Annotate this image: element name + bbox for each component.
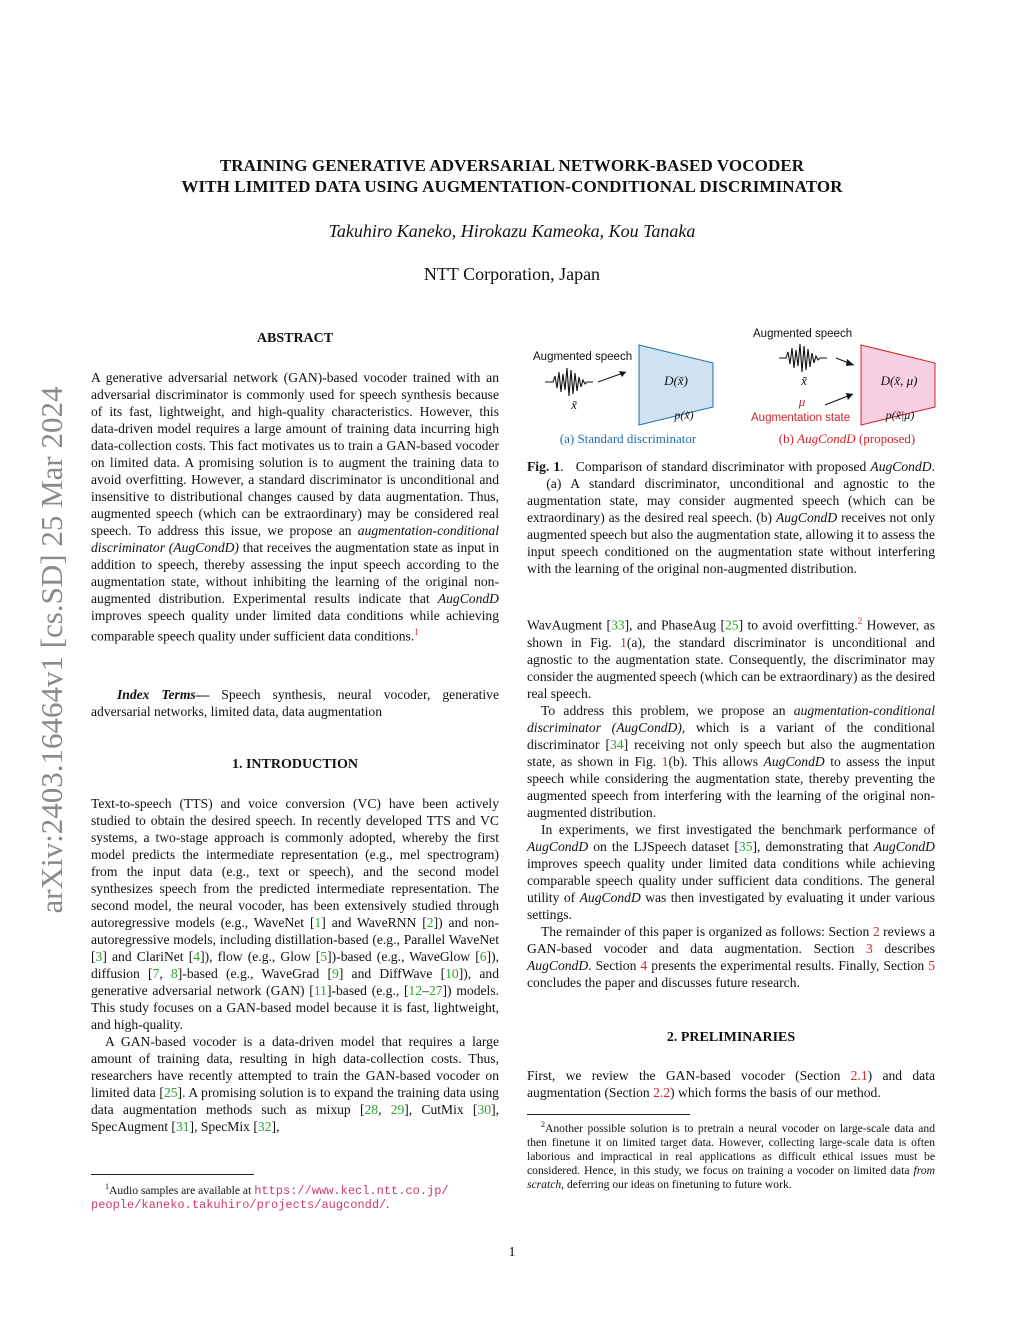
figure-1 [525,320,955,455]
abstract-heading: ABSTRACT [256,331,334,346]
footnote-2-tail: , deferring our ideas on finetuning to future work. [561,1177,792,1191]
fig-b-waveform [779,344,827,372]
introduction-body: Text-to-speech (TTS) and voice conversion (VC) have been actively studied to obtain the desired speech. In recently developed TTS and VC systems, a two-stage approach is commonly adopted, whereby the first model predicts the intermediate representation (e.g., mel spectrogram) from the input data (e.g., text or speech), and the second model synthesizes speech from the predicted intermediate representation. The second model, the neural vocoder, has been extensively studied through autoregressive models (e.g., WaveNet [1] and WaveRNN [2]) and non-autoregressive models, including distillation-based (e.g., Parallel WaveNet [3] and ClariNet [4]), flow (e.g., Glow [5])-based (e.g., WaveGlow [6]), diffusion [7, 8]-based (e.g., WaveGrad [9] and DiffWave [10]), and generative adversarial network (GAN) [11]-based (e.g., [12–27]) models. This study focuses on a GAN-based model because it is fast, lightweight, and high-quality. A GAN-based vocoder is a data-driven model that requires a large amount of training data, resulting in high data-collection costs. Thus, researchers have recently attempted to train the GAN-based vocoder on limited data [25]. A promising solution is to expand the training data using data augmentation methods such as mixup [28, 29], CutMix [30], SpecAugment [31], SpecMix [32], [91,796,500,1134]
fig-b-caption [779,431,916,446]
fig-a-probability-label: p(x̃) [674,408,694,422]
arxiv-identifier: arXiv:2403.16464v1 [cs.SD] 25 Mar 2024 [34,386,69,914]
fig-b-x-tilde: x̃ [801,373,807,388]
fig-b-augmentation-state-label: Augmentation state [751,412,851,424]
fig-b-caption-prefix: (b) [778,431,798,446]
title-line-2: WITH LIMITED DATA USING AUGMENTATION-CONDITIONAL DISCRIMINATOR [181,177,843,196]
index-terms: Index Terms— Speech synthesis, neural vocoder, generative adversarial networks, limited data, data augmentation [91,687,499,719]
arxiv-side-label [30,355,74,945]
page-number: 1 [508,1245,516,1260]
footnote-2 [527,1118,935,1192]
fig-b-state-arrowhead [846,393,853,400]
figure-1-caption: Fig. 1. Comparison of standard discriminator with proposed AugCondD. (a) A standard discriminator, unconditional and agnostic to the augmentation state, may consider augmented speech (which can be extraordinary) as the desired real speech. (b) AugCondD receives not only augmented speech but also the augmentation state, allowing it to assess the input speech conditioned on the augmentation state without interfering with the learning of the original non-augmented distribution. [527,459,936,576]
footnote-rule-left [91,1174,254,1175]
fig-b-augmented-speech-label: Augmented speech [753,328,853,340]
footnote-rule-right [527,1114,690,1115]
preliminaries-body: First, we review the GAN-based vocoder (Section 2.1) and data augmentation (Section 2.2) which forms the basis of our method. [527,1068,936,1100]
footnote-2-text: Another possible solution is to pretrain a neural vocoder on large-scale data and then finetune it on limited target data. However, collecting large-scale data is often laborious and impractical in real applications as difficult ethical issues must be considered. Hence, in this study, we focus on training a vocoder on limited data [527,1121,935,1177]
fig-a-waveform [545,368,593,396]
fig-b-caption-suffix: (proposed) [855,431,916,446]
fig-a-x-tilde: x̃ [571,397,577,412]
footnote-1-text: Audio samples are available at [109,1183,255,1197]
fig-b-discriminator-label: D(x̃, μ) [880,373,918,388]
preliminaries-heading: 2. PRELIMINARIES [666,1030,796,1045]
footnote-1-url-line-2[interactable]: people/kaneko.takuhiro/projects/augcondd/ [91,1197,387,1212]
fig-b-probability-label: p(x̃|μ) [885,408,915,422]
footnote-2-emphasis: from scratch [527,1163,935,1191]
fig-b-speech-arrowhead [846,359,854,366]
introduction-heading: 1. INTRODUCTION [231,757,358,772]
abstract-body: A generative adversarial network (GAN)-based vocoder trained with an adversarial discriminator is commonly used for speech synthesis because of its fast, lightweight, and high-quality characteristics. However, this data-driven model requires a large amount of training data incurring high data-collection costs. This fact motivates us to train a GAN-based vocoder on limited data. A promising solution is to augment the training data to avoid overfitting. However, a standard discriminator is unconditional and insensitive to distributional changes caused by data augmentation. Thus, augmented speech (which can be extraordinary) may be considered real speech. To address this issue, we propose an augmentation-conditional discriminator (AugCondD) that receives the augmentation state as input in addition to speech, thereby assessing the input speech according to the augmentation state, without inhibiting the learning of the original non-augmented distribution. Experimental results indicate that AugCondD improves speech quality under limited data conditions while achieving comparable speech quality under sufficient data conditions.$^1$ [91,370,499,644]
footnote-1-url-line-1[interactable]: https://www.kecl.ntt.co.jp/ [254,1183,449,1198]
title-line-1: TRAINING GENERATIVE ADVERSARIAL NETWORK-BASED VOCODER [219,156,805,175]
fig-b-caption-name: AugCondD [797,431,856,446]
introduction-continued: WavAugment [33], and PhaseAug [25] to avoid overfitting.$^2$ However, as shown in Fig. 1(a), the standard discriminator is unconditional and agnostic to the augmentation state. Consequently, the discriminator may consider the augmented speech (which can be extraordinary) as the desired real speech. To address this problem, we propose an augmentation-conditional discriminator (AugCondD), which is a variant of the conditional discriminator [34] receiving not only speech but also the augmentation state, as shown in Fig. 1(b). This allows AugCondD to assess the input speech while considering the augmentation state, thereby preventing the augmented speech from interfering with the learning of the original non-augmented distribution. In experiments, we first investigated the benchmark performance of AugCondD on the LJSpeech dataset [35], demonstrating that AugCondD improves speech quality under limited data conditions while achieving comparable speech quality under sufficient data conditions. The general utility of AugCondD was then investigated by evaluating it under various settings. The remainder of this paper is organized as follows: Section 2 reviews a GAN-based vocoder and data augmentation. Section 3 describes AugCondD. Section 4 presents the experimental results. Finally, Section 5 concludes the paper and discusses future research. [527,616,936,990]
footnote-2-mark: 2 [541,1120,545,1129]
authors: Takuhiro Kaneko, Hirokazu Kameoka, Kou Tanaka [328,221,696,241]
fig-b-mu: μ [798,394,806,409]
fig-a-augmented-speech-label: Augmented speech [533,351,633,363]
affiliation: NTT Corporation, Japan [423,264,601,284]
footnote-1-mark: 1 [105,1182,109,1191]
paper-title [0,155,1024,197]
fig-a-discriminator-label: D(x̃) [664,373,688,388]
footnote-1: $^1$Audio samples are available at https://www.kecl.ntt.co.jp/ people/kaneko.takuhiro/projects/augcondd/. [91,1182,449,1212]
fig-a-caption: (a) Standard discriminator [559,431,697,446]
